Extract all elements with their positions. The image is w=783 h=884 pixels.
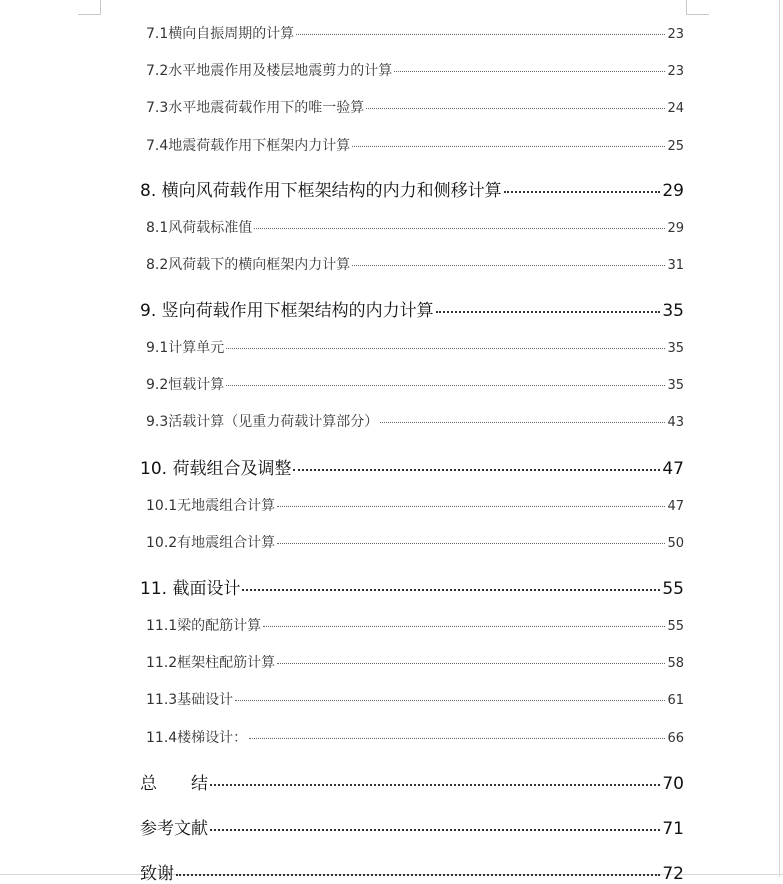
toc-entry-title: 11.1梁的配筋计算 [146,618,262,634]
toc-entry-title: 10. 荷载组合及调整 [140,459,292,479]
toc-entry-10-2[interactable] [146,532,684,552]
toc-entry-10-1[interactable] [146,495,684,515]
toc-entry-title: 总 结 [140,774,208,794]
toc-dot-leader [277,663,665,664]
toc-entry-8-2[interactable] [146,254,684,274]
toc-entry-acknowledgements[interactable] [140,859,684,884]
toc-page-number: 23 [667,64,684,79]
toc-entry-7-3[interactable] [146,97,684,117]
toc-dot-leader [366,108,665,109]
toc-page-number: 70 [662,774,684,794]
page-corner-mark-top-right [686,0,709,15]
toc-entry-title: 10.1无地震组合计算 [146,498,276,514]
toc-entry-title: 9.3活载计算（见重力荷载计算部分） [146,414,379,430]
toc-dot-leader [254,228,665,229]
toc-entry-title: 11.3基础设计 [146,692,234,708]
toc-page-number: 23 [667,27,684,42]
toc-dot-leader [352,265,665,266]
toc-entry-title: 7.3水平地震荷载作用下的唯一验算 [146,100,365,116]
page-right-edge [779,0,780,877]
toc-dot-leader [226,385,665,386]
toc-entry-9-1[interactable] [146,337,684,357]
toc-dot-leader [263,626,665,627]
toc-page-number: 25 [667,139,684,154]
toc-entry-10[interactable] [140,454,684,479]
toc-entry-title: 致谢 [140,864,174,884]
toc-entry-title: 9.1计算单元 [146,340,225,356]
toc-page-number: 66 [667,731,684,746]
toc-page-number: 47 [667,499,684,514]
toc-page-number: 55 [662,579,684,599]
toc-entry-title: 7.1横向自振周期的计算 [146,26,295,42]
toc-entry-title: 9.2恒载计算 [146,377,225,393]
toc-entry-8[interactable] [140,176,684,201]
toc-page-number: 35 [667,378,684,393]
toc-entry-title: 11.4楼梯设计： [146,730,248,746]
toc-page-number: 55 [667,619,684,634]
toc-entry-9[interactable] [140,296,684,321]
toc-page-number: 35 [667,341,684,356]
page-corner-mark-top-left [78,0,101,15]
toc-entry-title: 参考文献 [140,819,208,839]
toc-page-number: 58 [667,656,684,671]
toc-dot-leader [296,34,665,35]
toc-dot-leader [210,829,660,831]
toc-entry-11-1[interactable] [146,615,684,635]
toc-dot-leader [293,469,660,471]
toc-dot-leader [504,191,661,193]
toc-dot-leader [235,700,665,701]
toc-entry-title: 8.2风荷载下的横向框架内力计算 [146,257,351,273]
toc-page-number: 29 [667,221,684,236]
toc-entry-title: 8. 横向风荷载作用下框架结构的内力和侧移计算 [140,181,502,201]
toc-dot-leader [380,422,665,423]
toc-page-number: 50 [667,536,684,551]
toc-entry-7-1[interactable] [146,23,684,43]
toc-dot-leader [210,784,660,786]
toc-dot-leader [352,146,665,147]
toc-entry-9-3[interactable] [146,411,684,431]
toc-dot-leader [226,348,665,349]
toc-entry-title: 9. 竖向荷载作用下框架结构的内力计算 [140,301,434,321]
toc-entry-9-2[interactable] [146,374,684,394]
toc-dot-leader [394,71,665,72]
toc-entry-summary[interactable] [140,769,684,794]
toc-dot-leader [242,589,660,591]
toc-page-number: 47 [662,459,684,479]
toc-entry-title: 8.1风荷载标准值 [146,220,253,236]
toc-entry-11-3[interactable] [146,689,684,709]
toc-entry-title: 7.2水平地震作用及楼层地震剪力的计算 [146,63,393,79]
toc-entry-title: 11.2框架柱配筋计算 [146,655,276,671]
toc-page-number: 43 [667,415,684,430]
toc-dot-leader [436,311,661,313]
toc-page-number: 31 [667,258,684,273]
toc-dot-leader [277,506,665,507]
toc-entry-11[interactable] [140,574,684,599]
toc-dot-leader [277,543,665,544]
toc-entry-11-2[interactable] [146,652,684,672]
toc-dot-leader [176,874,660,876]
toc-entry-title: 11. 截面设计 [140,579,241,599]
toc-page-number: 24 [667,101,684,116]
toc-page-number: 29 [662,181,684,201]
toc-entry-8-1[interactable] [146,217,684,237]
toc-entry-7-2[interactable] [146,60,684,80]
toc-entry-11-4[interactable] [146,727,684,747]
toc-entry-7-4[interactable] [146,135,684,155]
toc-entry-title: 7.4地震荷载作用下框架内力计算 [146,138,351,154]
toc-entry-title: 10.2有地震组合计算 [146,535,276,551]
toc-page-number: 61 [667,693,684,708]
toc-page-number: 71 [662,819,684,839]
toc-dot-leader [249,738,665,739]
toc-page-number: 35 [662,301,684,321]
toc-entry-references[interactable] [140,814,684,839]
toc-page-number: 72 [662,864,684,884]
